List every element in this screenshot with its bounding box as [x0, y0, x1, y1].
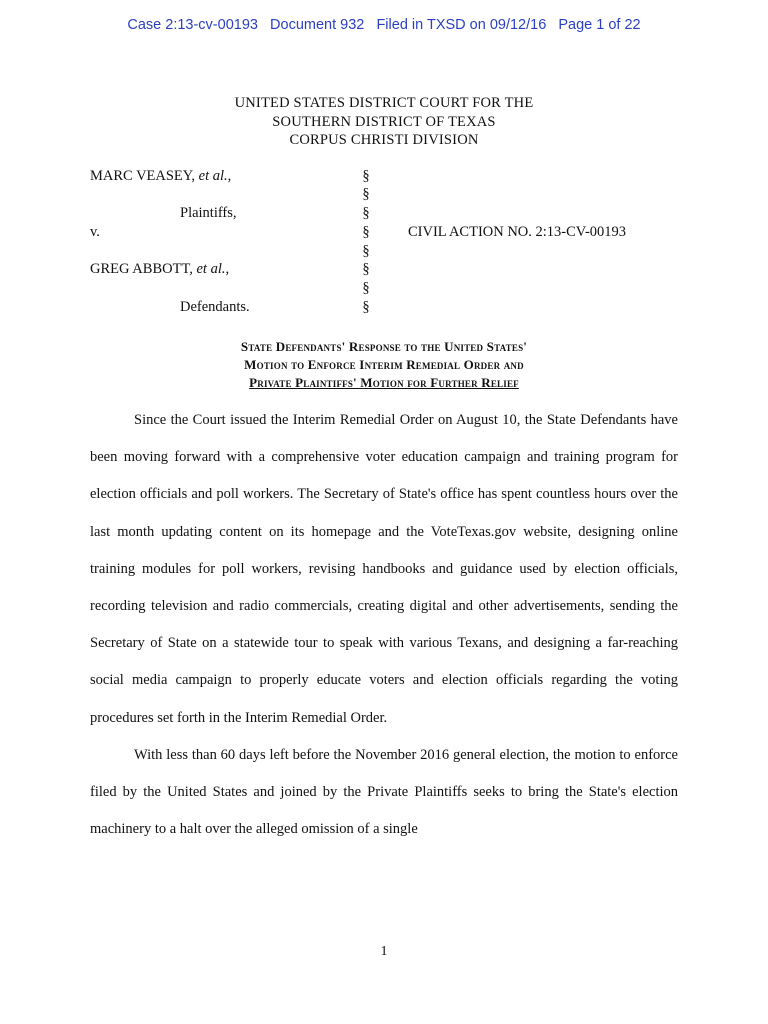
section-symbol: § — [362, 280, 370, 296]
filed-info: Filed in TXSD on 09/12/16 — [376, 17, 547, 33]
section-symbol: § — [362, 168, 370, 184]
page-info: Page 1 of 22 — [558, 17, 641, 33]
body-paragraph-1: Since the Court issued the Interim Remedial Order on August 10, the State Defendants have been moving forward with a comprehensive voter education campaign and training program for election officials and poll workers. The Secretary of State's office has spent countless hours over the last month updating content on its homepage and the VoteTexas.gov website, designing online training modules for poll workers, revising handbooks and guidance used by election officials, recording television and radio commercials, creating digital and other advertisements, sending the Secretary of State on a statewide tour to speak with various Texans, and designing a far-reaching social media campaign to properly educate voters and election officials regarding the voting procedures set forth in the Interim Remedial Order. — [90, 412, 678, 726]
body-paragraph-2: With less than 60 days left before the November 2016 general election, the motion to enforce filed by the United States and joined by the Private Plaintiffs seeks to bring the State's election machinery to a halt over the alleged omission of a single — [90, 746, 678, 838]
defendant-party: GREG ABBOTT, et al., — [90, 261, 230, 277]
document-body — [90, 402, 678, 848]
plaintiff-et-al: et al. — [198, 168, 228, 184]
section-symbol: § — [362, 243, 370, 259]
ecf-header — [0, 17, 768, 33]
page-number: 1 — [380, 944, 388, 959]
court-line-2: SOUTHERN DISTRICT OF TEXAS — [272, 113, 496, 130]
section-symbol: § — [362, 224, 370, 240]
defendants-label: Defendants. — [180, 299, 250, 315]
court-line-1: UNITED STATES DISTRICT COURT FOR THE — [234, 95, 534, 111]
civil-action-number: CIVIL ACTION NO. 2:13-CV-00193 — [408, 224, 627, 240]
plaintiff-party: MARC VEASEY, et al., — [90, 168, 232, 184]
section-symbol: § — [362, 299, 370, 315]
title-line-2: Motion to Enforce Interim Remedial Order and — [244, 357, 524, 372]
document-title — [0, 338, 768, 392]
versus: v. — [90, 224, 100, 240]
section-symbol: § — [362, 186, 370, 202]
document-number: Document 932 — [270, 17, 365, 33]
defendant-et-al: et al. — [196, 261, 226, 277]
case-number: Case 2:13-cv-00193 — [127, 17, 258, 33]
title-line-1: State Defendants' Response to the United States' — [240, 339, 528, 354]
section-symbol: § — [362, 261, 370, 277]
defendant-name: GREG ABBOTT — [90, 261, 190, 277]
court-heading — [0, 94, 768, 150]
plaintiffs-label: Plaintiffs, — [180, 205, 237, 221]
plaintiff-name: MARC VEASEY — [90, 168, 192, 184]
section-symbol: § — [362, 205, 370, 221]
court-line-3: CORPUS CHRISTI DIVISION — [289, 132, 479, 148]
title-line-3: Private Plaintiffs' Motion for Further Relief — [249, 375, 519, 390]
